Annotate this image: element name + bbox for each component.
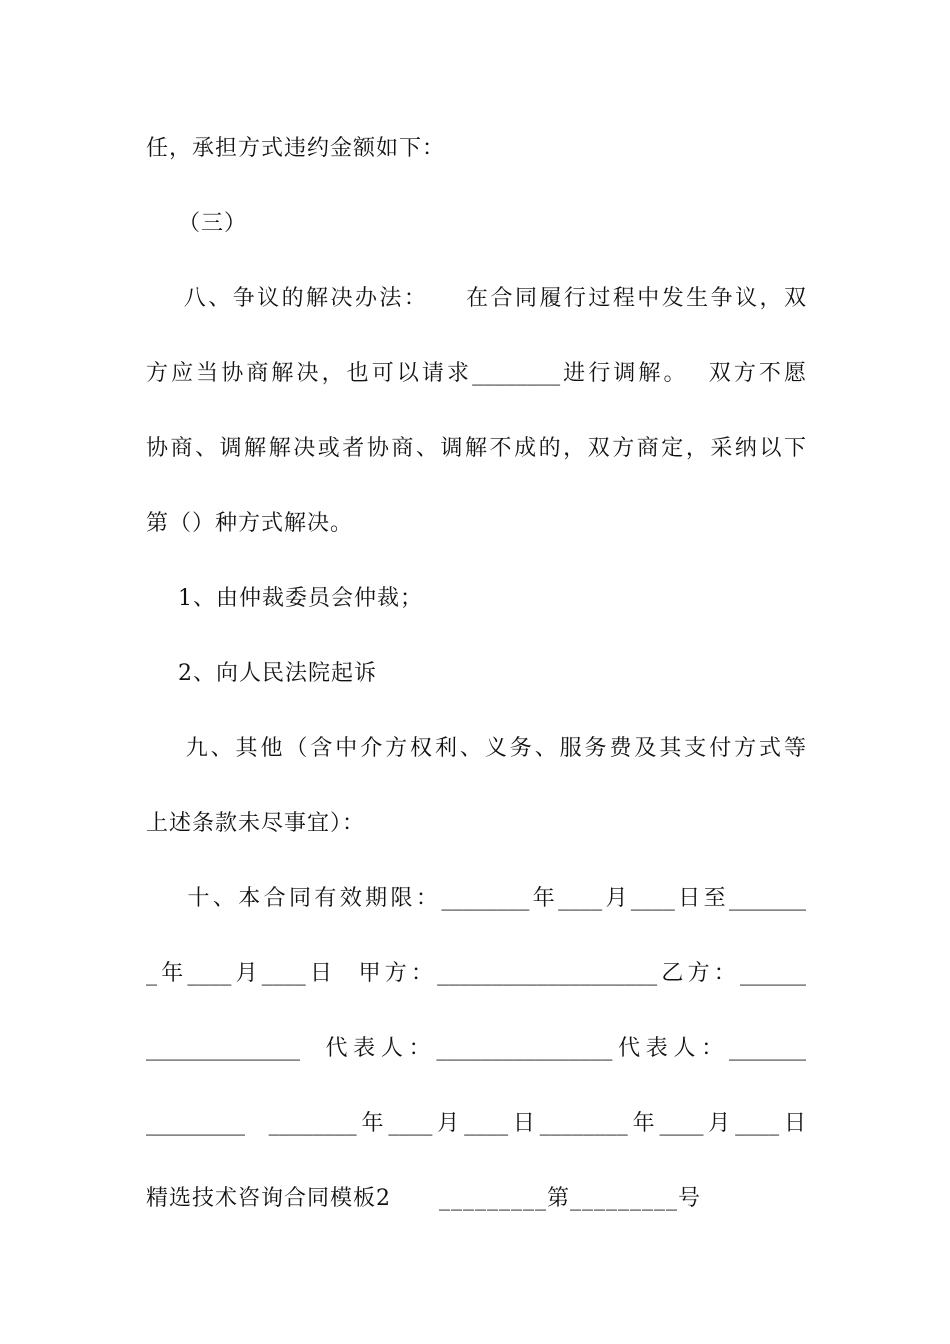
text-line-validity-period: 十、本合同有效期限：________年____月____日至_______ — [146, 886, 806, 911]
text-line-dispute-method: 第（）种方式解决。 — [146, 511, 354, 536]
text-line-option-court: 2、向人民法院起诉 — [146, 661, 377, 686]
text-line-penalty: 任，承担方式违约金额如下： — [146, 136, 446, 161]
text-line-other-terms: 九、其他（含中介方权利、义务、服务费及其支付方式等 — [146, 736, 806, 761]
text-line-option-arbitration: 1、由仲裁委员会仲裁； — [146, 586, 423, 611]
text-line-template-title: 精选技术咨询合同模板2 _________第_________号 — [146, 1186, 701, 1211]
text-line-dispute-heading: 八、争议的解决办法： 在合同履行过程中发生争议，双 — [146, 286, 806, 311]
text-line-other-terms-end: 上述条款未尽事宜）： — [146, 811, 366, 836]
text-line-party-signatures: _年____月____日 甲方：____________________乙方：______ — [146, 961, 806, 986]
text-line-representatives: ______________ 代表人：________________代表人：_______ — [146, 1036, 806, 1061]
text-line-dispute-options: 协商、调解解决或者协商、调解不成的，双方商定，采纳以下 — [146, 436, 806, 461]
text-line-signature-dates: _________ ________年____月____日________年____月____日 — [146, 1111, 806, 1136]
text-line-dispute-mediation: 方应当协商解决，也可以请求________进行调解。 双方不愿 — [146, 361, 806, 386]
text-line-section-three: （三） — [146, 211, 247, 236]
